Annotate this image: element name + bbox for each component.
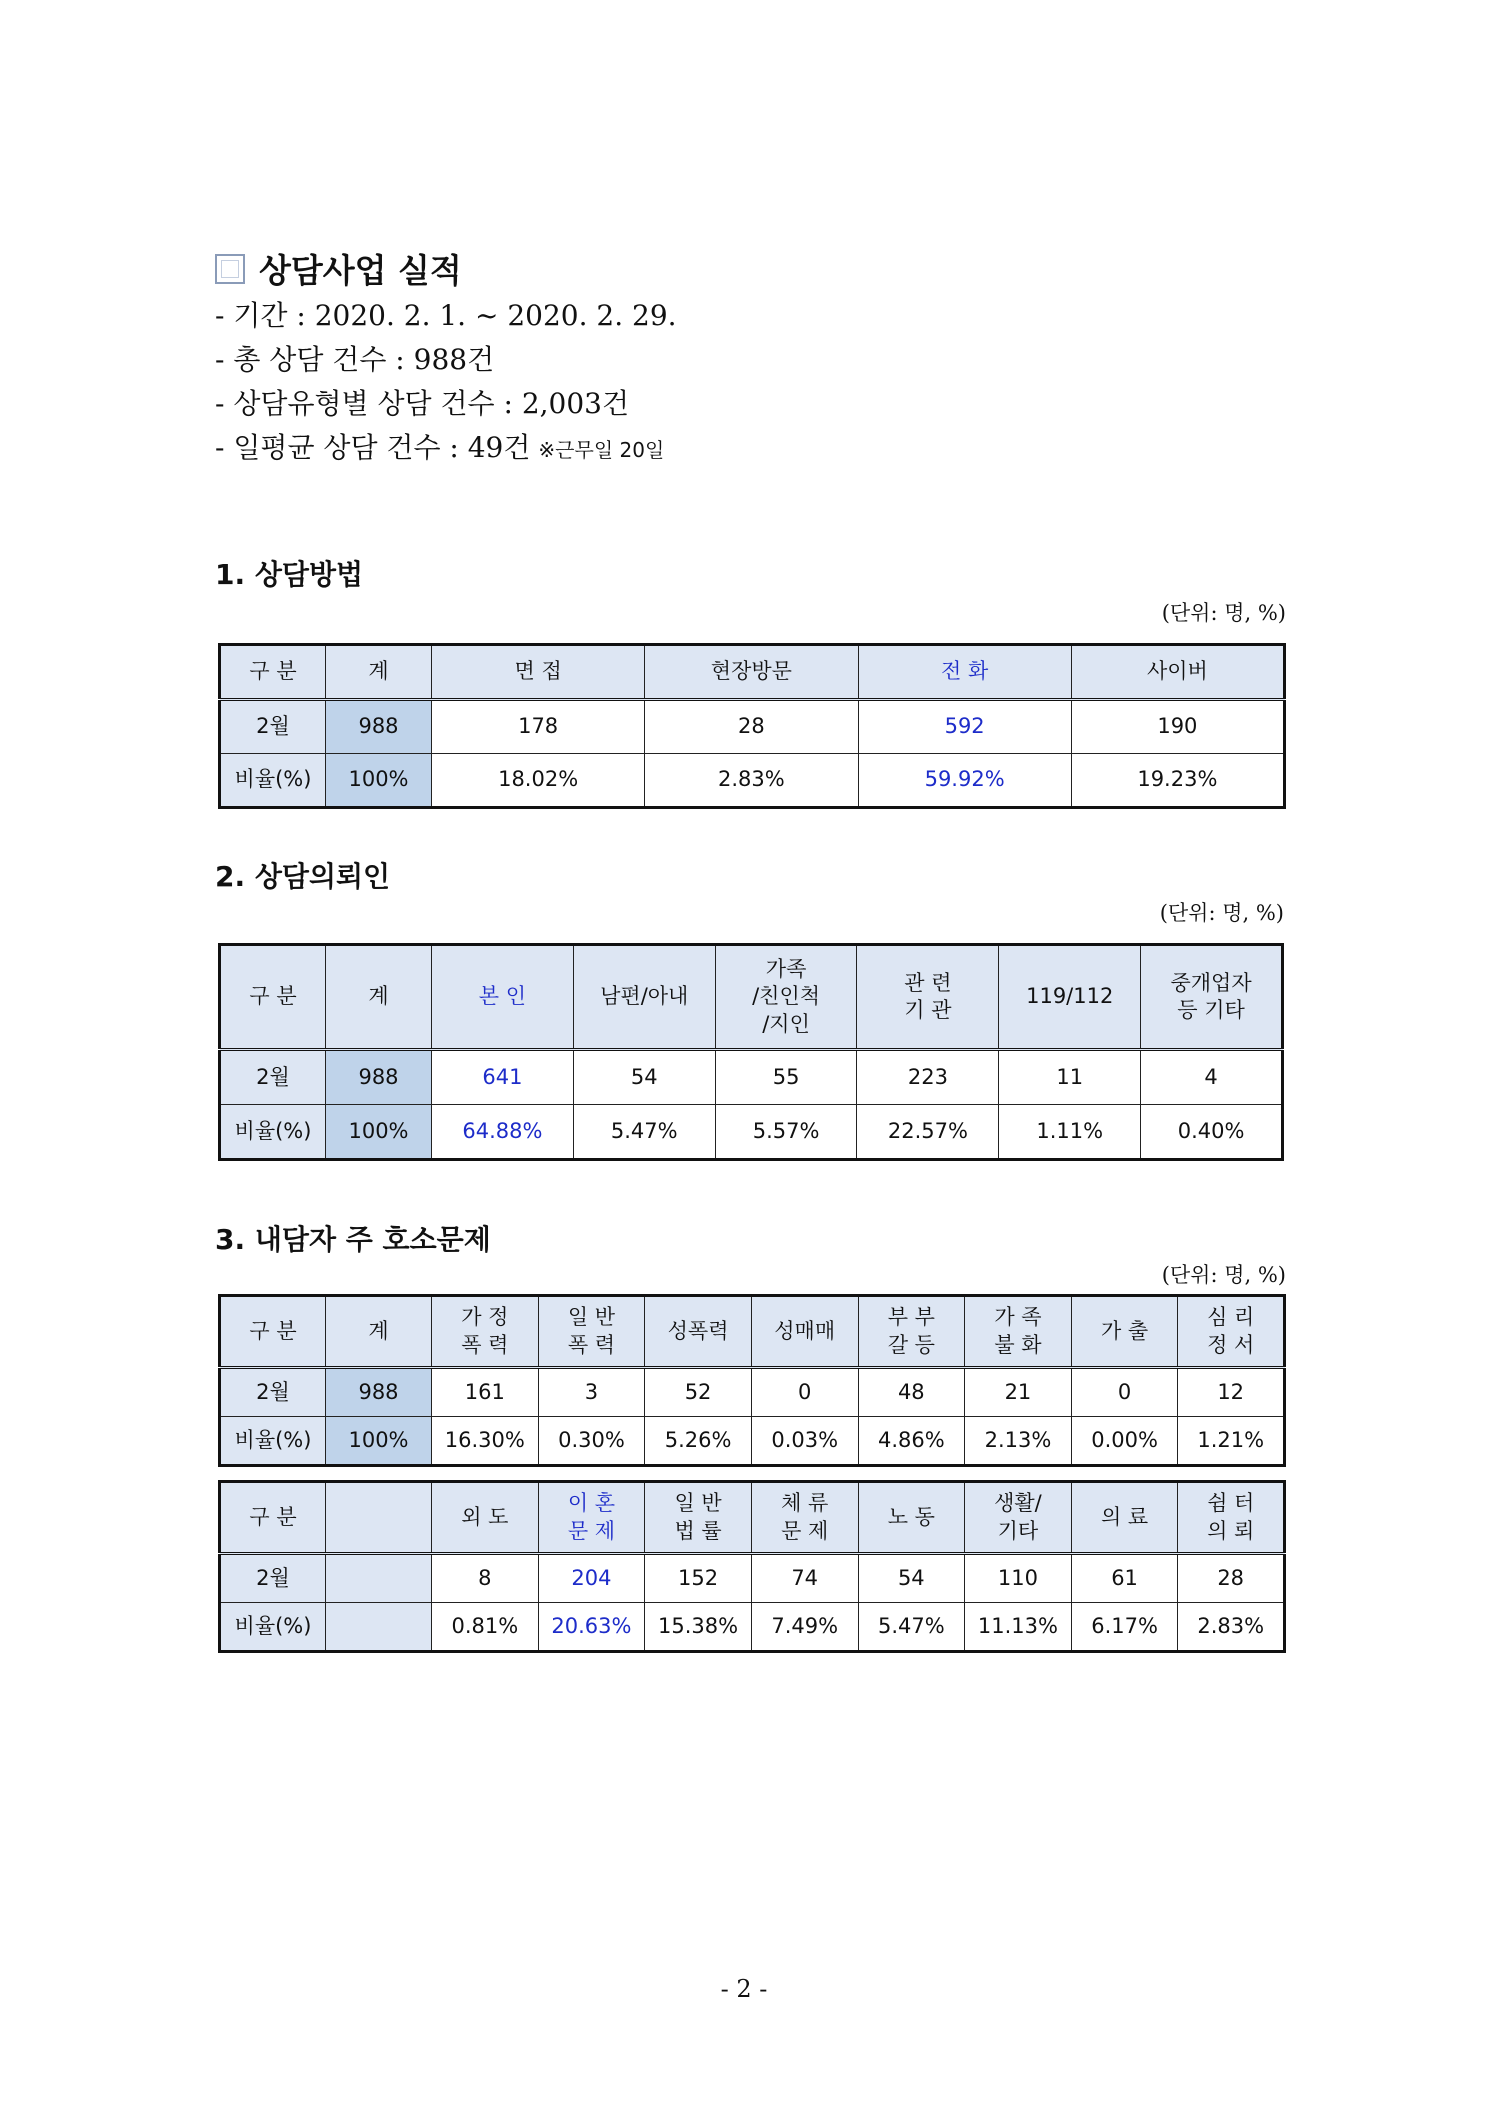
header-cell: 가 출 [1071,1296,1178,1368]
table-row [220,1554,1285,1603]
total-cell: 100% [326,754,432,808]
table-cell: 0 [1071,1368,1178,1417]
table-cell: 74 [751,1554,858,1603]
header-cell: 이 혼 문 제 [538,1482,645,1554]
table-cell: 204 [538,1554,645,1603]
header-cell: 일 반 법 률 [645,1482,752,1554]
table-cell: 7.49% [751,1603,858,1652]
table-cell: 223 [857,1050,999,1105]
section3-table-a [218,1294,1286,1467]
summary-daily: - 일평균 상담 건수 : 49건 ※근무일 20일 [215,431,665,464]
table-cell: 1.11% [999,1105,1141,1160]
page-title [215,245,462,292]
table-row [220,1368,1285,1417]
empty-cell [326,1554,432,1603]
row-label: 비율(%) [220,754,326,808]
table-cell: 54 [573,1050,715,1105]
header-cell: 본 인 [432,945,574,1050]
table-cell: 5.26% [645,1417,752,1466]
table-row [220,1603,1285,1652]
total-cell: 988 [326,700,432,754]
table-cell: 5.47% [573,1105,715,1160]
table-cell: 61 [1071,1554,1178,1603]
header-cell: 구 분 [220,945,326,1050]
header-cell: 성매매 [751,1296,858,1368]
table-row [220,1417,1285,1466]
header-cell: 계 [326,1296,432,1368]
row-label: 비율(%) [220,1417,326,1466]
table-cell: 12 [1178,1368,1285,1417]
header-cell: 부 부 갈 등 [858,1296,965,1368]
header-cell: 남편/아내 [573,945,715,1050]
section2-table [218,943,1284,1161]
row-label: 비율(%) [220,1105,326,1160]
table-cell: 3 [538,1368,645,1417]
header-cell: 계 [326,645,432,700]
row-label: 비율(%) [220,1603,326,1652]
summary-list [215,294,677,470]
table-cell: 11 [999,1050,1141,1105]
row-label: 2월 [220,700,326,754]
header-cell: 심 리 정 서 [1178,1296,1285,1368]
header-cell: 119/112 [999,945,1141,1050]
table-cell: 4.86% [858,1417,965,1466]
table-cell: 16.30% [432,1417,539,1466]
table-cell: 2.83% [645,754,858,808]
section2-unit: (단위: 명, %) [1159,901,1284,925]
header-cell: 중개업자 등 기타 [1141,945,1283,1050]
section3-title: 3. 내담자 주 호소문제 [215,1223,491,1256]
table-row [220,700,1285,754]
header-cell: 가 정 폭 력 [432,1296,539,1368]
row-label: 2월 [220,1554,326,1603]
table-row [220,754,1285,808]
header-cell: 구 분 [220,1296,326,1368]
table-cell: 55 [715,1050,857,1105]
table-cell: 190 [1071,700,1284,754]
table-cell: 110 [965,1554,1072,1603]
table-cell: 18.02% [432,754,645,808]
table-cell: 5.57% [715,1105,857,1160]
table-cell: 54 [858,1554,965,1603]
header-cell: 사이버 [1071,645,1284,700]
table-cell: 11.13% [965,1603,1072,1652]
table-cell: 0.30% [538,1417,645,1466]
table-cell: 0.40% [1141,1105,1283,1160]
table-cell: 21 [965,1368,1072,1417]
header-cell: 생활/ 기타 [965,1482,1072,1554]
table-cell: 28 [645,700,858,754]
table-cell: 0.81% [432,1603,539,1652]
table-cell: 8 [432,1554,539,1603]
section1-title: 1. 상담방법 [215,558,364,591]
header-cell: 가족 /친인척 /지인 [715,945,857,1050]
table-row [220,1105,1283,1160]
table-cell: 1.21% [1178,1417,1285,1466]
table-cell: 64.88% [432,1105,574,1160]
table-cell: 28 [1178,1554,1285,1603]
section1-unit: (단위: 명, %) [1161,601,1286,625]
table-cell: 152 [645,1554,752,1603]
section2-title: 2. 상담의뢰인 [215,860,391,893]
table-cell: 0 [751,1368,858,1417]
header-cell: 노 동 [858,1482,965,1554]
header-cell: 성폭력 [645,1296,752,1368]
header-cell: 일 반 폭 력 [538,1296,645,1368]
total-cell: 988 [326,1050,432,1105]
page-title-text: 상담사업 실적 [259,251,462,290]
summary-period: - 기간 : 2020. 2. 1. ~ 2020. 2. 29. [215,299,677,332]
table-cell: 641 [432,1050,574,1105]
table-cell: 22.57% [857,1105,999,1160]
table-cell: 5.47% [858,1603,965,1652]
header-cell: 전 화 [858,645,1071,700]
checkbox-icon [215,254,245,284]
section3-unit: (단위: 명, %) [1161,1263,1286,1287]
table-cell: 19.23% [1071,754,1284,808]
summary-note: ※근무일 20일 [538,438,665,462]
row-label: 2월 [220,1368,326,1417]
total-cell: 988 [326,1368,432,1417]
header-cell: 계 [326,945,432,1050]
table-cell: 2.13% [965,1417,1072,1466]
table-cell: 592 [858,700,1071,754]
table-cell: 0.03% [751,1417,858,1466]
table-cell: 178 [432,700,645,754]
table-cell: 6.17% [1071,1603,1178,1652]
header-cell: 관 련 기 관 [857,945,999,1050]
empty-cell [326,1603,432,1652]
summary-by-type: - 상담유형별 상담 건수 : 2,003건 [215,387,630,420]
table-cell: 4 [1141,1050,1283,1105]
table-cell: 15.38% [645,1603,752,1652]
table-cell: 2.83% [1178,1603,1285,1652]
header-cell: 구 분 [220,1482,326,1554]
table-cell: 59.92% [858,754,1071,808]
section1-table [218,643,1286,809]
header-cell: 구 분 [220,645,326,700]
table-cell: 0.00% [1071,1417,1178,1466]
header-cell [326,1482,432,1554]
table-row [220,1050,1283,1105]
header-cell: 현장방문 [645,645,858,700]
header-cell: 체 류 문 제 [751,1482,858,1554]
row-label: 2월 [220,1050,326,1105]
summary-total: - 총 상담 건수 : 988건 [215,343,495,376]
table-cell: 161 [432,1368,539,1417]
table-cell: 48 [858,1368,965,1417]
header-cell: 가 족 불 화 [965,1296,1072,1368]
header-cell: 외 도 [432,1482,539,1554]
header-cell: 쉼 터 의 뢰 [1178,1482,1285,1554]
table-cell: 52 [645,1368,752,1417]
total-cell: 100% [326,1417,432,1466]
section3-table-b [218,1480,1286,1653]
header-cell: 의 료 [1071,1482,1178,1554]
header-cell: 면 접 [432,645,645,700]
total-cell: 100% [326,1105,432,1160]
page-number: - 2 - [720,1975,768,2003]
table-cell: 20.63% [538,1603,645,1652]
